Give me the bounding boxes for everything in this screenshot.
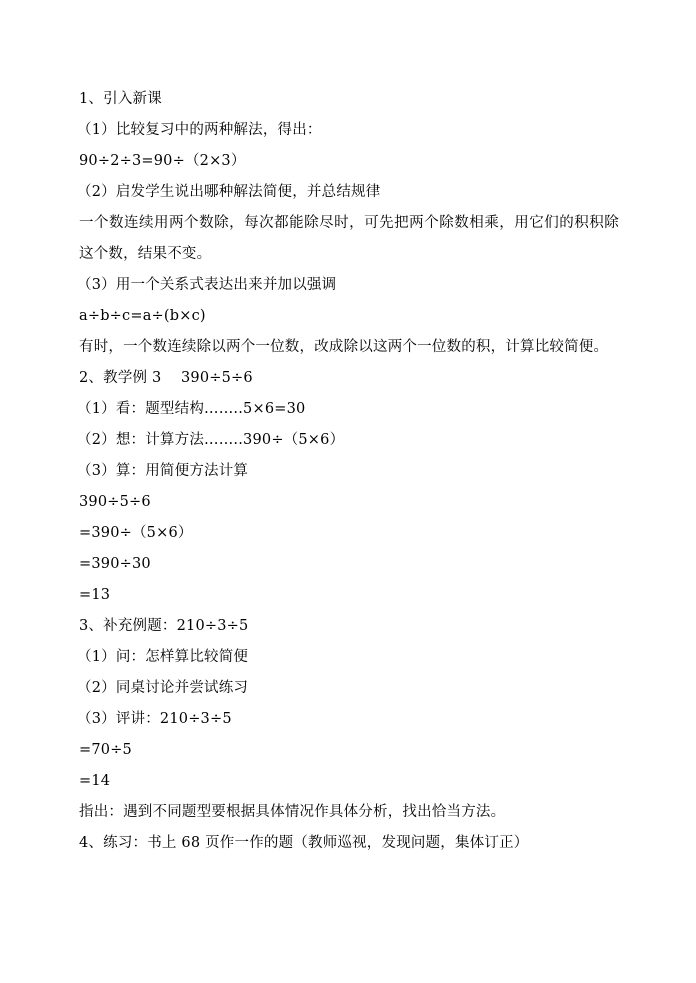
section-heading-3: 3、补充例题：210÷3÷5 [79, 618, 249, 634]
paragraph: （1）比较复习中的两种解法，得出： [77, 122, 322, 138]
calculation-step: =14 [79, 773, 111, 789]
calculation-step: =13 [79, 587, 111, 603]
paragraph: 指出：遇到不同题型要根据具体情况作具体分析，找出恰当方法。 [79, 804, 506, 820]
calculation-step: =390÷30 [79, 556, 151, 572]
calculation-step: 390÷5÷6 [79, 494, 151, 510]
paragraph: （1）看：题型结构……..5×6=30 [77, 401, 306, 417]
paragraph: （3）算：用简便方法计算 [77, 463, 249, 479]
summary-paragraph: 有时，一个数连续除以两个一位数，改成除以这两个一位数的积，计算比较简便。 [79, 339, 609, 355]
paragraph: （3）用一个关系式表达出来并加以强调 [77, 277, 337, 293]
paragraph: （3）评讲：210÷3÷5 [77, 711, 232, 727]
document-body [79, 84, 619, 859]
section-heading-4: 4、练习：书上 68 页作一作的题（教师巡视，发现问题，集体订正） [79, 835, 529, 851]
equation: 90÷2÷3=90÷（2×3） [79, 153, 246, 169]
section-heading-2: 2、教学例 3 390÷5÷6 [79, 370, 253, 386]
paragraph: （2）想：计算方法……..390÷（5×6） [77, 432, 345, 448]
formula: a÷b÷c=a÷(b×c) [79, 308, 206, 324]
section-heading-1: 1、引入新课 [79, 91, 162, 107]
paragraph: （1）问：怎样算比较简便 [77, 649, 249, 665]
paragraph: （2）同桌讨论并尝试练习 [77, 680, 249, 696]
rule-paragraph: 一个数连续用两个数除，每次都能除尽时，可先把两个除数相乘，用它们的积积除这个数，结果不变。 [79, 215, 619, 262]
paragraph: （2）启发学生说出哪种解法简便，并总结规律 [77, 184, 381, 200]
calculation-step: =390÷（5×6） [79, 525, 193, 541]
calculation-step: =70÷5 [79, 742, 132, 758]
